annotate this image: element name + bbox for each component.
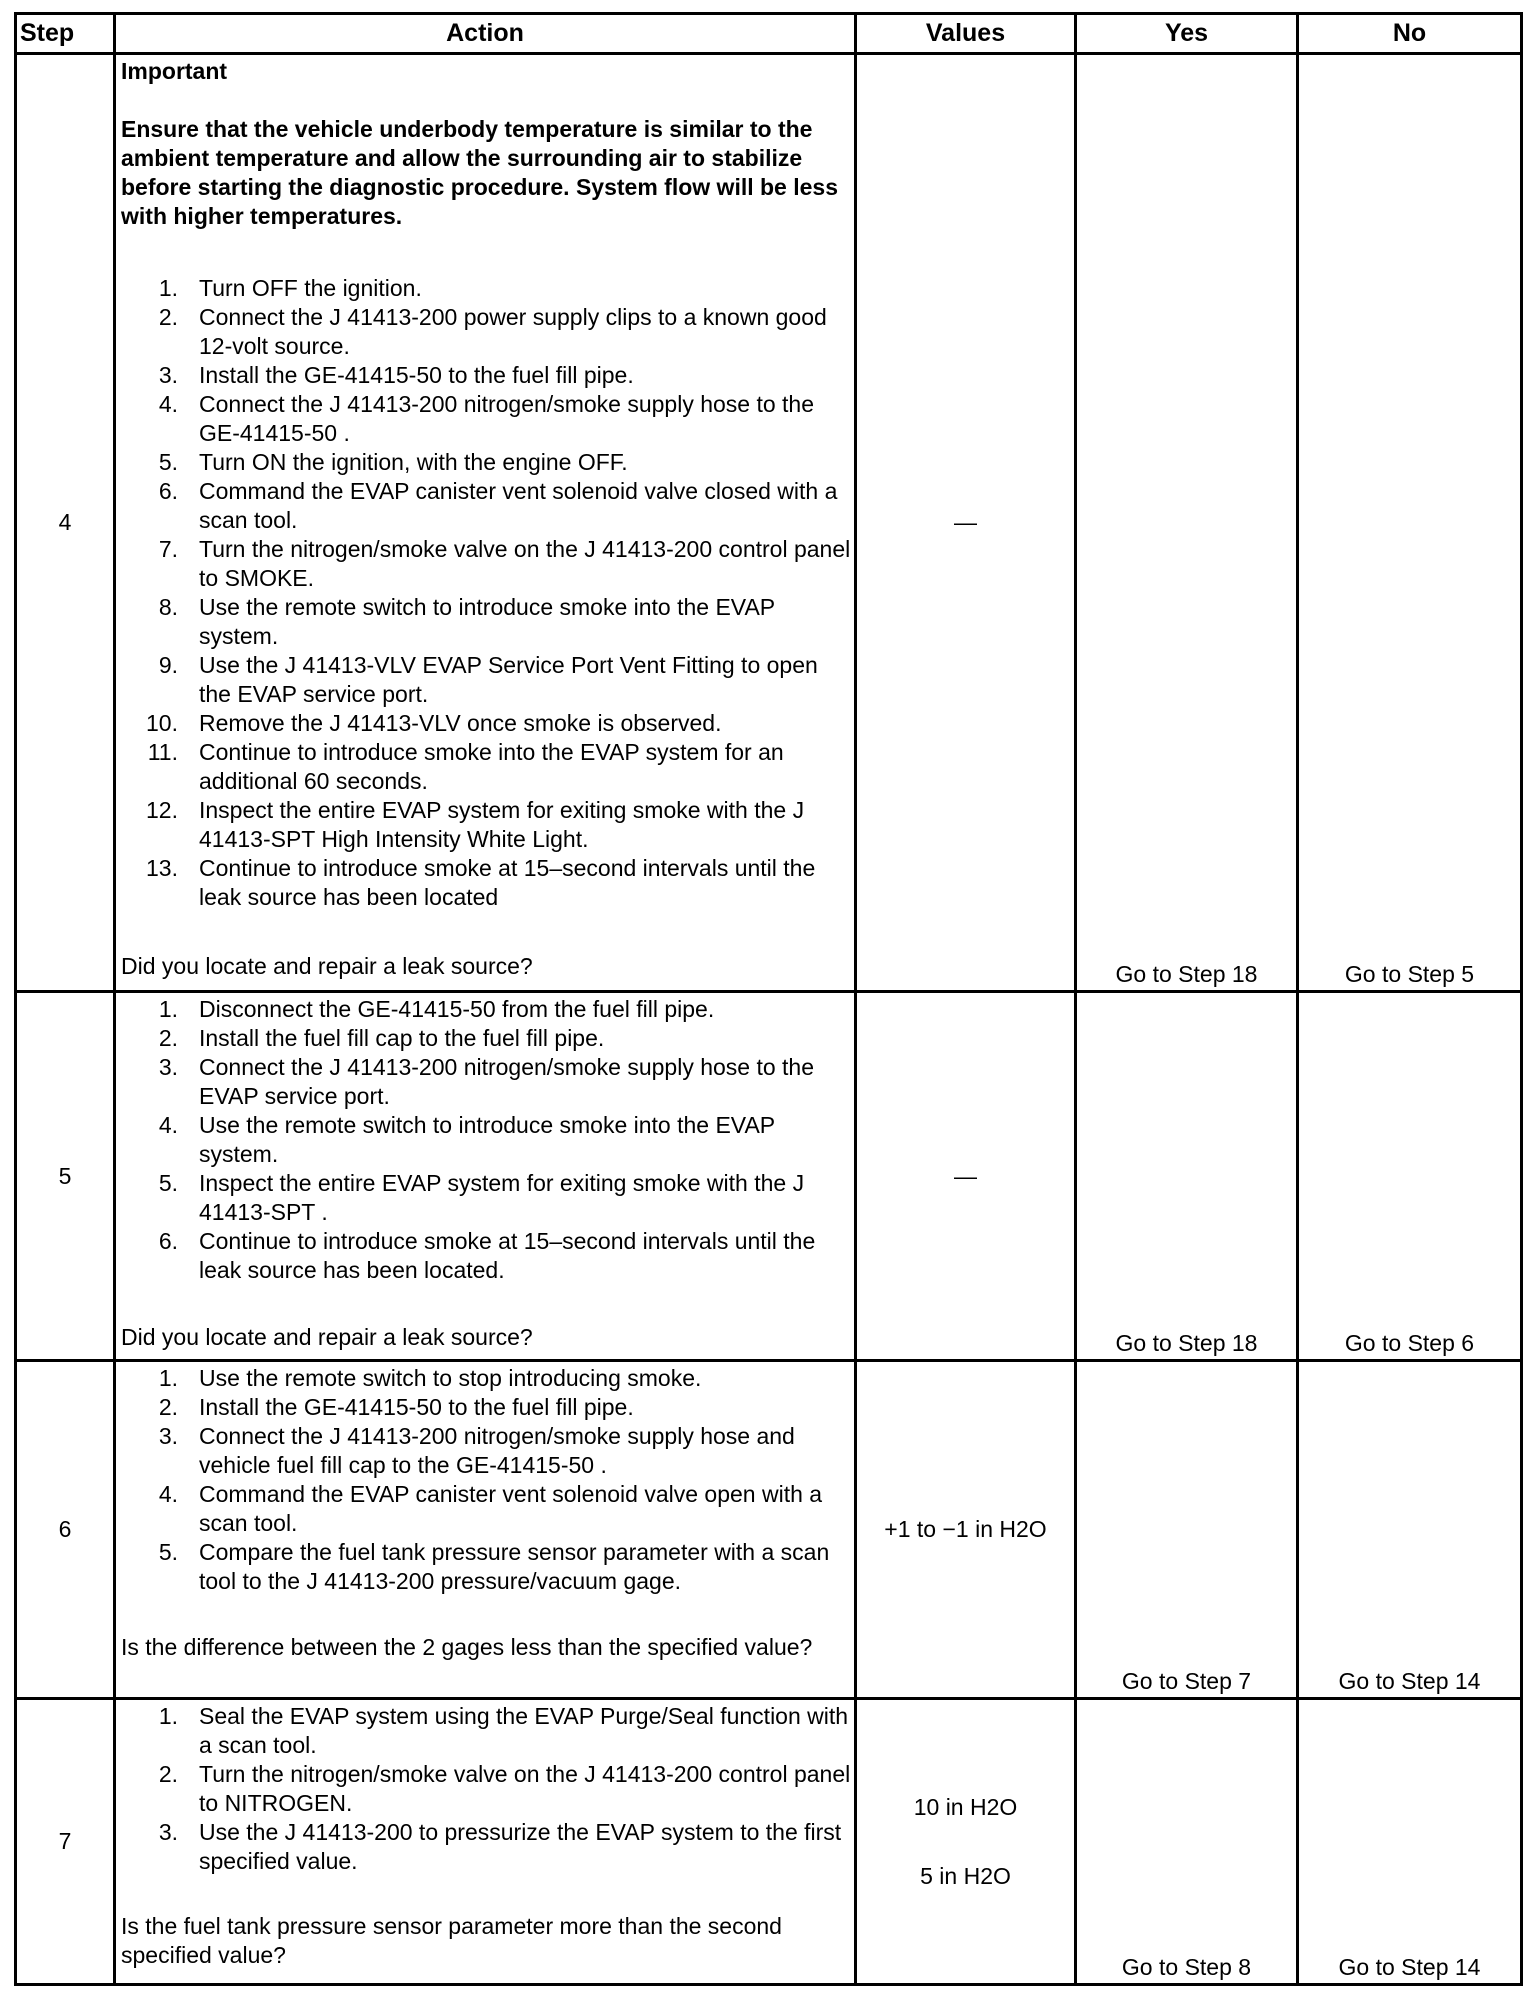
procedure-step-text: Turn the nitrogen/smoke valve on the J 41413-200 control panel to SMOKE. — [199, 536, 851, 591]
specified-value: +1 to −1 in H2O — [884, 1516, 1047, 1542]
procedure-step-text: Turn OFF the ignition. — [199, 275, 422, 301]
procedure-step — [121, 1760, 851, 1818]
step-number: 7 — [16, 1699, 115, 1985]
procedure-step-number: 13. — [146, 855, 178, 881]
procedure-step — [121, 1818, 851, 1876]
procedure-step-number: 1. — [158, 1703, 178, 1729]
procedure-step-number: 5. — [158, 449, 178, 475]
procedure-step-text: Connect the J 41413-200 power supply clips to a known good 12-volt source. — [199, 304, 827, 359]
no-cell — [1298, 54, 1522, 992]
table-row — [16, 1361, 1522, 1699]
step-number: 4 — [16, 54, 115, 992]
procedure-step — [121, 477, 851, 535]
procedure-step — [121, 796, 851, 854]
diagnostic-question: Is the difference between the 2 gages less than the specified value? — [121, 1634, 813, 1660]
procedure-step-text: Use the remote switch to introduce smoke into the EVAP system. — [199, 594, 775, 649]
yes-column-header: Yes — [1076, 14, 1298, 54]
procedure-step — [121, 1480, 851, 1538]
procedure-step — [121, 1538, 851, 1596]
procedure-step-text: Use the J 41413-VLV EVAP Service Port Vent Fitting to open the EVAP service port. — [199, 652, 818, 707]
yes-cell — [1076, 54, 1298, 992]
values-column-header: Values — [856, 14, 1076, 54]
procedure-step — [121, 1702, 851, 1760]
procedure-step — [121, 1111, 851, 1169]
important-label: Important — [121, 58, 228, 84]
procedure-step-number: 3. — [158, 1819, 178, 1845]
procedure-step — [121, 274, 851, 303]
procedure-step-number: 8. — [158, 594, 178, 620]
procedure-step-number: 5. — [158, 1170, 178, 1196]
procedure-step — [121, 1393, 851, 1422]
procedure-step-text: Install the GE-41415-50 to the fuel fill pipe. — [199, 1394, 634, 1420]
table-row — [16, 54, 1522, 992]
procedure-step-number: 5. — [158, 1539, 178, 1565]
procedure-step-text: Connect the J 41413-200 nitrogen/smoke supply hose to the EVAP service port. — [199, 1054, 815, 1109]
procedure-step-text: Inspect the entire EVAP system for exiting smoke with the J 41413-SPT High Intensity White Light. — [199, 797, 805, 852]
procedure-step-number: 4. — [158, 1481, 178, 1507]
procedure-step-text: Turn ON the ignition, with the engine OFF. — [199, 449, 628, 475]
table-row — [16, 1699, 1522, 1985]
step-number: 5 — [16, 992, 115, 1361]
procedure-list — [121, 1702, 851, 1876]
procedure-step-text: Continue to introduce smoke into the EVAP system for an additional 60 seconds. — [199, 739, 784, 794]
specified-value: — — [954, 509, 977, 535]
step-number: 6 — [16, 1361, 115, 1699]
procedure-step-text: Connect the J 41413-200 nitrogen/smoke supply hose to the GE-41415-50 . — [199, 391, 815, 446]
action-cell — [115, 54, 856, 992]
values-cell — [856, 1699, 1076, 1985]
procedure-step-number: 3. — [158, 1054, 178, 1080]
diagnostic-table — [14, 12, 1523, 1986]
procedure-list — [121, 1364, 851, 1596]
specified-value: 10 in H2O — [913, 1793, 1018, 1820]
procedure-step-text: Continue to introduce smoke at 15–second intervals until the leak source has been located — [199, 855, 816, 910]
procedure-step — [121, 1024, 851, 1053]
procedure-step — [121, 390, 851, 448]
procedure-step-text: Connect the J 41413-200 nitrogen/smoke supply hose and vehicle fuel fill cap to the GE-41415-50 . — [199, 1423, 795, 1478]
procedure-step — [121, 448, 851, 477]
diagnostic-question: Did you locate and repair a leak source? — [121, 1324, 533, 1350]
procedure-step-text: Seal the EVAP system using the EVAP Purge/Seal function with a scan tool. — [199, 1703, 849, 1758]
procedure-step-number: 1. — [158, 1365, 178, 1391]
procedure-step-text: Use the remote switch to introduce smoke into the EVAP system. — [199, 1112, 775, 1167]
procedure-step-number: 3. — [158, 1423, 178, 1449]
no-cell — [1298, 992, 1522, 1361]
table-row — [16, 992, 1522, 1361]
specified-value: — — [954, 1162, 977, 1189]
procedure-step-text: Inspect the entire EVAP system for exiting smoke with the J 41413-SPT . — [199, 1170, 805, 1225]
procedure-step-text: Continue to introduce smoke at 15–second intervals until the leak source has been located. — [199, 1228, 816, 1283]
diagnostic-question: Did you locate and repair a leak source? — [121, 953, 533, 979]
no-column-header: No — [1298, 14, 1522, 54]
procedure-step — [121, 535, 851, 593]
procedure-step-number: 4. — [158, 1112, 178, 1138]
procedure-step-number: 4. — [158, 391, 178, 417]
procedure-step-text: Compare the fuel tank pressure sensor parameter with a scan tool to the J 41413-200 pressure/vacuum gage. — [199, 1539, 830, 1594]
procedure-step-number: 12. — [146, 797, 178, 823]
procedure-step-number: 2. — [158, 1761, 178, 1787]
action-cell — [115, 1361, 856, 1699]
procedure-step — [121, 738, 851, 796]
procedure-step-number: 9. — [158, 652, 178, 678]
no-action: Go to Step 14 — [1338, 1954, 1481, 1980]
procedure-list — [121, 995, 851, 1285]
yes-cell — [1076, 992, 1298, 1361]
procedure-step — [121, 1227, 851, 1285]
procedure-step-number: 2. — [158, 304, 178, 330]
procedure-step — [121, 1169, 851, 1227]
values-cell — [856, 1361, 1076, 1699]
yes-action: Go to Step 18 — [1115, 961, 1258, 987]
yes-cell — [1076, 1361, 1298, 1699]
procedure-step — [121, 303, 851, 361]
procedure-step-text: Use the J 41413-200 to pressurize the EVAP system to the first specified value. — [199, 1819, 842, 1874]
values-cell — [856, 54, 1076, 992]
procedure-step-text: Command the EVAP canister vent solenoid valve closed with a scan tool. — [199, 478, 838, 533]
specified-value: 5 in H2O — [920, 1862, 1011, 1889]
procedure-step-number: 6. — [158, 1228, 178, 1254]
procedure-step-number: 11. — [147, 739, 178, 765]
procedure-step-number: 2. — [158, 1394, 178, 1420]
procedure-step-number: 6. — [158, 478, 178, 504]
procedure-step-number: 3. — [158, 362, 178, 388]
procedure-step — [121, 854, 851, 912]
yes-cell — [1076, 1699, 1298, 1985]
procedure-step — [121, 651, 851, 709]
procedure-step — [121, 1364, 851, 1393]
procedure-step-number: 1. — [158, 275, 178, 301]
no-action: Go to Step 6 — [1344, 1330, 1475, 1356]
values-cell — [856, 992, 1076, 1361]
action-cell — [115, 992, 856, 1361]
header-row — [16, 14, 1522, 54]
no-action: Go to Step 14 — [1338, 1668, 1481, 1694]
procedure-step — [121, 1053, 851, 1111]
procedure-step — [121, 709, 851, 738]
procedure-step-number: 7. — [158, 536, 178, 562]
procedure-step — [121, 1422, 851, 1480]
procedure-step — [121, 361, 851, 390]
step-column-header: Step — [16, 14, 115, 54]
procedure-step-number: 1. — [158, 996, 178, 1022]
diagnostic-question: Is the fuel tank pressure sensor parameter more than the second specified value? — [121, 1913, 782, 1968]
procedure-step-text: Remove the J 41413-VLV once smoke is observed. — [199, 710, 722, 736]
procedure-step-text: Install the fuel fill cap to the fuel fill pipe. — [199, 1025, 605, 1051]
procedure-step-number: 2. — [158, 1025, 178, 1051]
action-column-header: Action — [115, 14, 856, 54]
procedure-step — [121, 593, 851, 651]
procedure-step-text: Use the remote switch to stop introducing smoke. — [199, 1365, 702, 1391]
procedure-step-number: 10. — [146, 710, 178, 736]
procedure-step-text: Command the EVAP canister vent solenoid valve open with a scan tool. — [199, 1481, 823, 1536]
yes-action: Go to Step 7 — [1121, 1668, 1252, 1694]
important-notice: Ensure that the vehicle underbody temperature is similar to the ambient temperature and allow the surrounding air to stabilize before starting the diagnostic procedure. System flow will be less with higher temperatures. — [121, 116, 838, 229]
no-cell — [1298, 1699, 1522, 1985]
procedure-step-text: Disconnect the GE-41415-50 from the fuel fill pipe. — [199, 996, 715, 1022]
procedure-step-text: Install the GE-41415-50 to the fuel fill pipe. — [199, 362, 634, 388]
procedure-list — [121, 274, 851, 912]
no-action: Go to Step 5 — [1344, 961, 1475, 987]
yes-action: Go to Step 8 — [1121, 1954, 1252, 1980]
no-cell — [1298, 1361, 1522, 1699]
action-cell — [115, 1699, 856, 1985]
procedure-step — [121, 995, 851, 1024]
yes-action: Go to Step 18 — [1115, 1330, 1258, 1356]
procedure-step-text: Turn the nitrogen/smoke valve on the J 41413-200 control panel to NITROGEN. — [199, 1761, 851, 1816]
